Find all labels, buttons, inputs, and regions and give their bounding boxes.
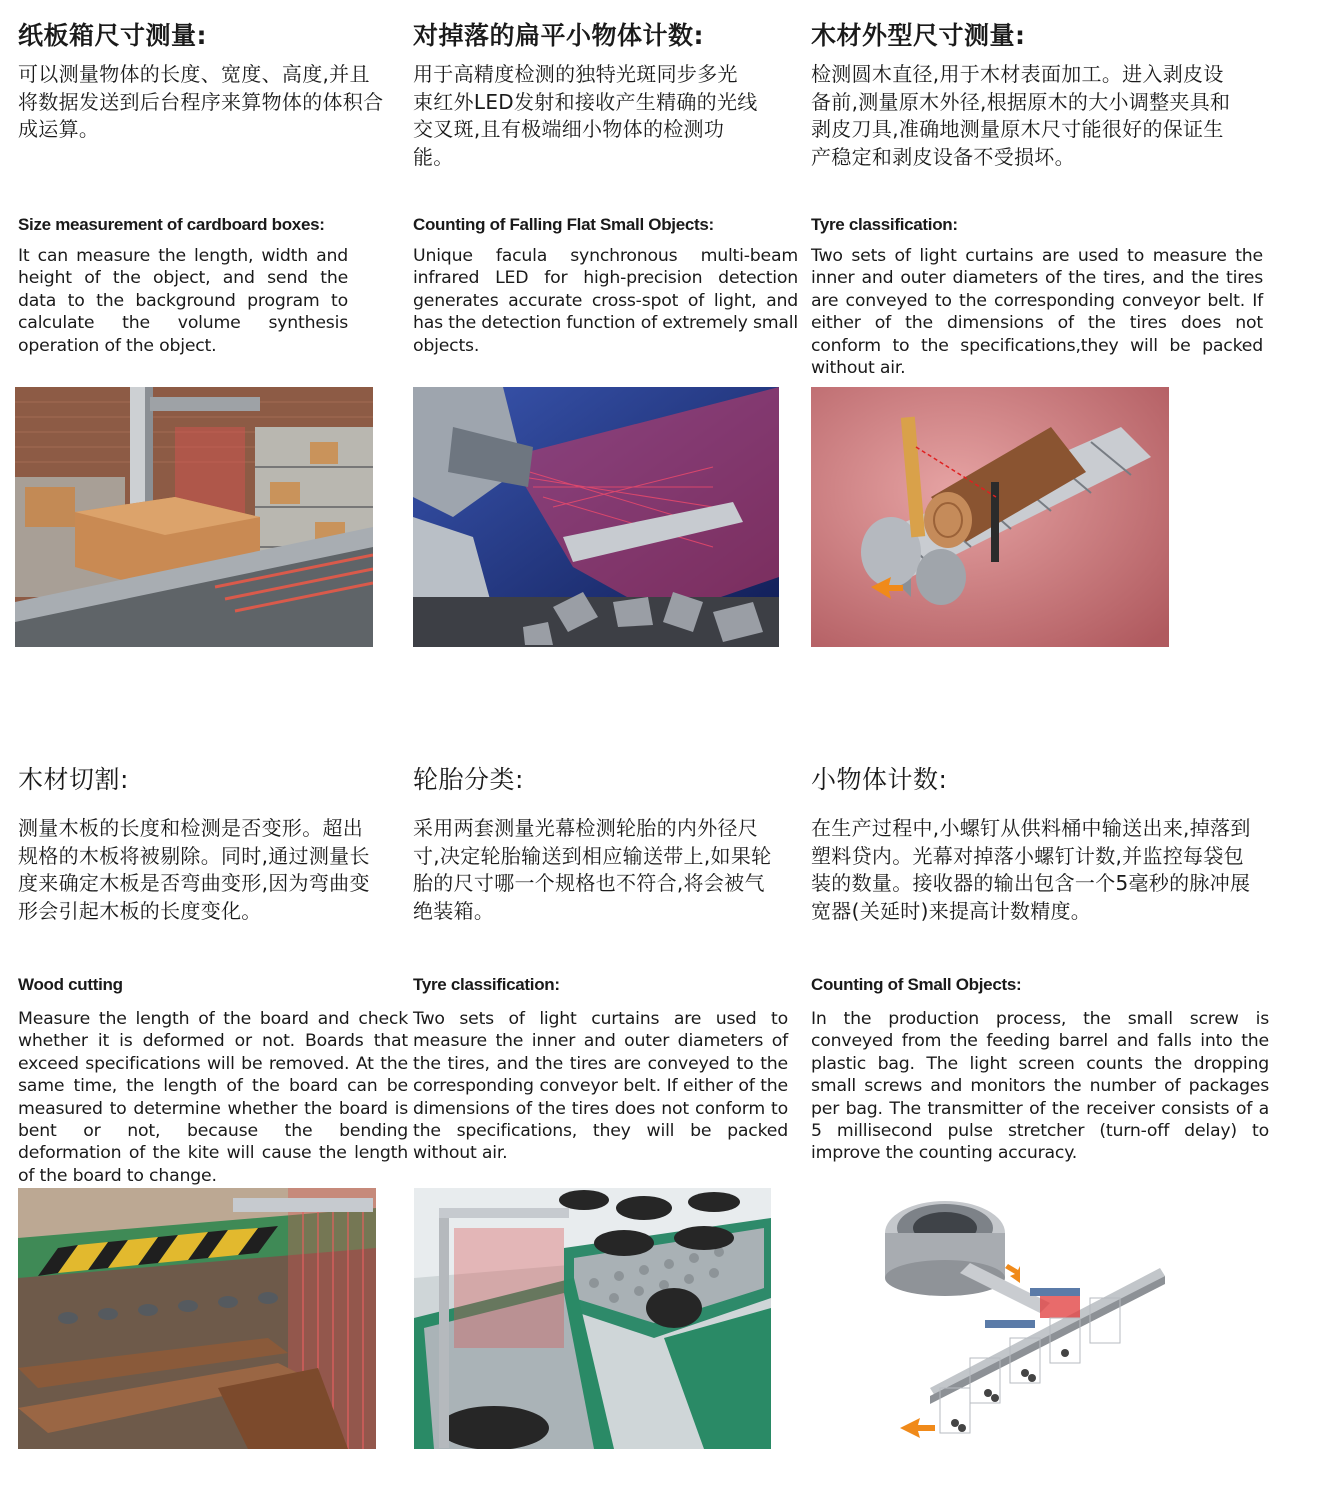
section-title-en: Wood cutting (18, 975, 123, 994)
wood-cutting-image (18, 1188, 376, 1449)
section-body-zh: 检测圆木直径,用于木材表面加工。进入剥皮设备前,测量原木外径,根据原木的大小调整夹具和剥皮刀具,准确地测量原木尺寸能很好的保证生产稳定和剥皮设备不受损坏。 (811, 62, 1231, 169)
section-title-en: Tyre classification: (811, 215, 958, 234)
section-title-zh: 木材外型尺寸测量: (811, 21, 1026, 50)
cardboard-measurement-image (15, 387, 373, 647)
section-title-en: Counting of Falling Flat Small Objects: (413, 215, 714, 234)
falling-objects-image (413, 387, 779, 647)
section-title-en: Counting of Small Objects: (811, 975, 1022, 994)
section-title-zh: 小物体计数: (811, 765, 948, 794)
section-title-zh: 纸板箱尺寸测量: (18, 21, 207, 50)
section-body-en: Two sets of light curtains are used to measure the inner and outer diameters of the tires, and the tires are conveyed to the corresponding conveyor belt. If either of the dimensions of the tires does not conform to the specifications,they will be packed without air. (811, 246, 1263, 379)
section-body-en: In the production process, the small screw is conveyed from the feeding barrel and falls into the plastic bag. The light screen counts the dropping small screws and monitors the number of packages per bag. The transmitter of the receiver consists of a 5 millisecond pulse stretcher (turn-off delay) to improve the counting accuracy. (811, 1009, 1269, 1164)
log-measurement-image (811, 387, 1169, 647)
section-body-en: Two sets of light curtains are used to measure the inner and outer diameters of the tires, and the tires are conveyed to the corresponding conveyor belt. If either of the dimensions of the tires does not conform to the specifications, they will be packed without air. (413, 1009, 788, 1164)
section-body-zh: 用于高精度检测的独特光斑同步多光束红外LED发射和接收产生精确的光线交叉斑,且有极端细小物体的检测功能。 (413, 62, 758, 169)
section-body-zh: 可以测量物体的长度、宽度、高度,并且将数据发送到后台程序来算物体的体积合成运算。 (18, 62, 384, 141)
section-title-en: Tyre classification: (413, 975, 560, 994)
section-body-en: It can measure the length, width and height of the object, and send the data to the background program to calculate the volume synthesis operation of the object. (18, 246, 348, 356)
section-title-zh: 对掉落的扁平小物体计数: (413, 21, 704, 50)
section-title-zh: 轮胎分类: (413, 765, 524, 794)
section-body-en: Unique facula synchronous multi-beam infrared LED for high-precision detection generates accurate cross-spot of light, and has the detection function of extremely small objects. (413, 246, 798, 356)
section-body-en: Measure the length of the board and check whether it is deformed or not. Boards that exceed specifications will be removed. At the same time, the length of the board can be measured to determine whether the board is bent or not, because the bending deformation of the kite will cause the length of the board to change. (18, 1009, 408, 1186)
screw-counting-image (860, 1188, 1170, 1450)
section-body-zh: 采用两套测量光幕检测轮胎的内外径尺寸,决定轮胎输送到相应输送带上,如果轮胎的尺寸哪一个规格也不符合,将会被气绝装箱。 (413, 816, 772, 923)
section-title-en: Size measurement of cardboard boxes: (18, 215, 325, 234)
section-body-zh: 在生产过程中,小螺钉从供料桶中输送出来,掉落到塑料贷内。光幕对掉落小螺钉计数,并监控每袋包装的数量。接收器的输出包含一个5毫秒的脉冲展宽器(关延时)来提高计数精度。 (811, 816, 1251, 923)
section-body-zh: 测量木板的长度和检测是否变形。超出规格的木板将被剔除。同时,通过测量长度来确定木板是否弯曲变形,因为弯曲变形会引起木板的长度变化。 (18, 816, 370, 923)
tyre-sorting-image (414, 1188, 771, 1449)
section-title-zh: 木材切割: (18, 765, 129, 794)
